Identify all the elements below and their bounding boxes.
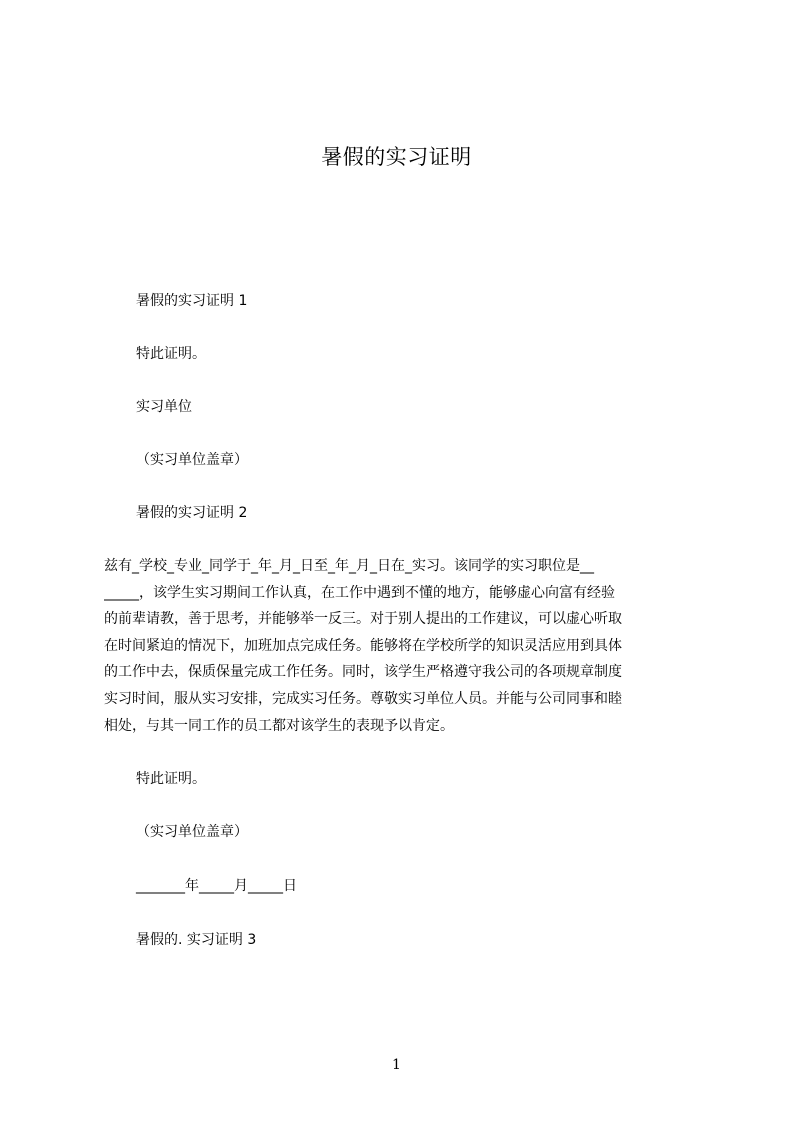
paragraph-line: 兹有_学校_专业_同学于_年_月_日至_年_月_日在_实习。该同学的实习职位是__ [104, 558, 594, 574]
text-line-seal: （实习单位盖章） [136, 452, 248, 468]
text-line-certify: 特此证明。 [136, 346, 206, 362]
paragraph-line: 在时间紧迫的情况下，加班加点完成任务。能够将在学校所学的知识灵活应用到具体 [104, 637, 622, 654]
paragraph-line: 相处，与其一同工作的员工都对该学生的表现予以肯定。 [104, 717, 454, 734]
date-line: _______年_____月_____日 [136, 878, 297, 894]
text-line-certify-2: 特此证明。 [136, 771, 206, 787]
text-line-seal-2: （实习单位盖章） [136, 824, 248, 840]
paragraph-line: 实习时间，服从实习安排，完成实习任务。尊敬实习单位人员。并能与公司同事和睦 [104, 690, 622, 707]
document-title: 暑假的实习证明 [321, 145, 472, 169]
page-number: 1 [392, 1057, 401, 1073]
section-heading-2: 暑假的实习证明 2 [136, 505, 248, 521]
paragraph-line: 的前辈请教，善于思考，并能够举一反三。对于别人提出的工作建议，可以虚心听取 [104, 611, 622, 628]
paragraph-line: _____，该学生实习期间工作认真，在工作中遇到不懂的地方，能够虚心向富有经验 [104, 584, 615, 601]
body-paragraph [104, 553, 704, 739]
text-line-unit: 实习单位 [136, 399, 192, 415]
paragraph-line: 的工作中去，保质保量完成工作任务。同时，该学生严格遵守我公司的各项规章制度 [104, 664, 622, 681]
section-heading-3: 暑假的. 实习证明 3 [136, 932, 257, 948]
section-heading-1: 暑假的实习证明 1 [136, 293, 248, 309]
